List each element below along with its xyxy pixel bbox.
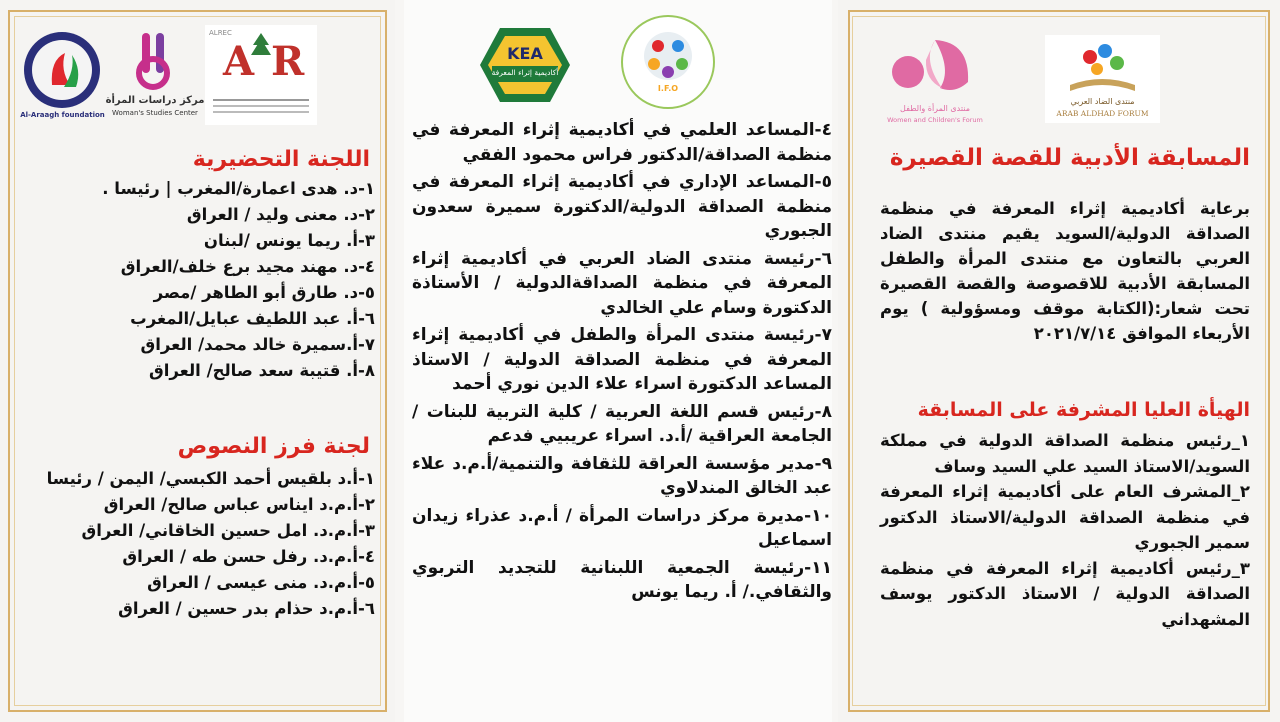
- womens-forum-ar: منتدى المرأة والطفل: [900, 104, 970, 113]
- text-sorting-committee-title: لجنة فرز النصوص: [177, 434, 370, 459]
- list-item: ٣-أ.م.د. امل حسين الخاقاني/ العراق: [81, 521, 375, 540]
- womens-center-en: Woman's Studies Center: [112, 109, 198, 117]
- list-item: ٦-رئيسة منتدى الضاد العربي في أكاديمية إثراء المعرفة في منظمة الصداقةالدولية / الأستاذة الدكتورة وسام علي الخالدي: [412, 248, 832, 318]
- list-item: ٩-مدير مؤسسة العراقة للثقافة والتنمية/أ.م.د علاء عبد الخالق المندلاوي: [412, 453, 832, 498]
- alrec-logo: [205, 25, 317, 125]
- supervisory-board-title: الهيأة العليا المشرفة على المسابقة: [917, 399, 1250, 421]
- list-item: ٨-أ. قتيبة سعد صالح/ العراق: [148, 361, 375, 380]
- womens-center-ar: مركز دراسات المرأة: [105, 95, 205, 106]
- ifo-logo: [618, 12, 718, 112]
- list-item: ٥-المساعد الإداري في أكاديمية إثراء المعرفة في منظمة الصداقة الدولية/الدكتورة سميرة سعدون الجبوري: [412, 172, 832, 241]
- list-item: ٦-أ.م.د حذام بدر حسين / العراق: [118, 599, 375, 618]
- list-item: ٢_المشرف العام على أكاديمية إثراء المعرفة في منظمة الصداقة الدولية/الاستاذ الدكتور سمير الجبوري: [880, 482, 1250, 552]
- dhad-en: ARAB ALDHAD FORUM: [1056, 109, 1149, 118]
- list-item: ١-د. هدى اعمارة/المغرب | رئيسا .: [102, 179, 375, 198]
- preparatory-committee-list: [30, 176, 375, 384]
- text-sorting-committee-list: [30, 466, 375, 622]
- kea-text: KEA: [507, 44, 543, 63]
- arab-aldhad-forum-logo: [1045, 35, 1160, 123]
- list-item: ٧-رئيسة منتدى المرأة والطفل في أكاديمية إثراء المعرفة في منظمة الصداقة الدولية / الاستاذ المساعد الدكتورة اسراء علاء الدين نوري أحمد: [412, 325, 832, 394]
- list-item: ٣-أ. ريما يونس /لبنان: [203, 231, 375, 250]
- supervisory-board-list: [880, 428, 1250, 632]
- list-item: ١٠-مديرة مركز دراسات المرأة / أ.م.د عذراء زيدان اسماعيل: [412, 505, 832, 550]
- dhad-ar: منتدى الضاد العربي: [1070, 97, 1135, 106]
- list-item: ٣_رئيس أكاديمية إثراء المعرفة في منظمة الصداقة الدولية / الاستاذ الدكتور يوسف المشهداني: [880, 558, 1250, 629]
- svg-text:R: R: [271, 38, 305, 85]
- kea-ar: أكاديمية إثراء المعرفة: [491, 68, 559, 77]
- womens-children-forum-logo: [880, 30, 990, 130]
- supervisory-members-continued-list: [412, 118, 832, 608]
- list-item: ٨-رئيس قسم اللغة العربية / كلية التربية للبنات / الجامعة العراقية /أ.د. اسراء عريبيي فدعم: [412, 401, 832, 446]
- list-item: ١_رئيس منظمة الصداقة الدولية في مملكة السويد/الاستاذ السيد علي السيد وساف: [880, 431, 1250, 476]
- list-item: ١-أ.د بلقيس أحمد الكبسي/ اليمن / رئيسا: [46, 469, 375, 488]
- list-item: ٥-أ.م.د. منى عيسى / العراق: [147, 573, 375, 592]
- svg-text:A: A: [223, 38, 255, 85]
- list-item: ٤-أ.م.د. رفل حسن طه / العراق: [122, 547, 375, 566]
- competition-title: المسابقة الأدبية للقصة القصيرة: [889, 145, 1250, 171]
- alrec-label: ALREC: [209, 29, 232, 37]
- competition-description: برعاية أكاديمية إثراء المعرفة في منظمة الصداقة الدولية/السويد يقيم منتدى الضاد العربي بالتعاون مع منتدى المرأة والطفل المسابقة الأدبية للاقصوصة والقصة القصيرة تحت شعار:(الكتابة موقف ومسؤولية ) يوم الأربعاء الموافق ٢٠٢١/٧/١٤: [880, 199, 1250, 343]
- alaraagh-caption: Al-Araagh foundation: [20, 111, 105, 119]
- list-item: ٢-د. معنى وليد / العراق: [186, 205, 375, 224]
- preparatory-committee-title: اللجنة التحضيرية: [192, 147, 370, 172]
- kea-logo: [470, 20, 580, 108]
- alaraagh-logo: [20, 25, 105, 125]
- list-item: ٥-د. طارق أبو الطاهر /مصر: [153, 283, 375, 302]
- list-item: ١١-رئيسة الجمعية اللبنانية للتجديد التربوي والثقافي./ أ. ريما يونس: [412, 557, 832, 602]
- list-item: ٤-المساعد العلمي في أكاديمية إثراء المعرفة في منظمة الصداقة/الدكتور فراس محمود الفقي: [412, 120, 832, 165]
- list-item: ٢-أ.م.د ايناس عباس صالح/ العراق: [103, 495, 375, 514]
- list-item: ٦-أ. عبد اللطيف عبايل/المغرب: [130, 309, 375, 328]
- list-item: ٤-د. مهند مجيد برع خلف/العراق: [120, 257, 375, 276]
- womens-forum-en: Women and Children's Forum: [887, 116, 983, 124]
- alrec-text-lines: [213, 99, 309, 113]
- womens-studies-center-logo: [100, 25, 210, 125]
- ifo-text: I.F.O: [657, 84, 679, 93]
- list-item: ٧-أ.سميرة خالد محمد/ العراق: [140, 335, 375, 354]
